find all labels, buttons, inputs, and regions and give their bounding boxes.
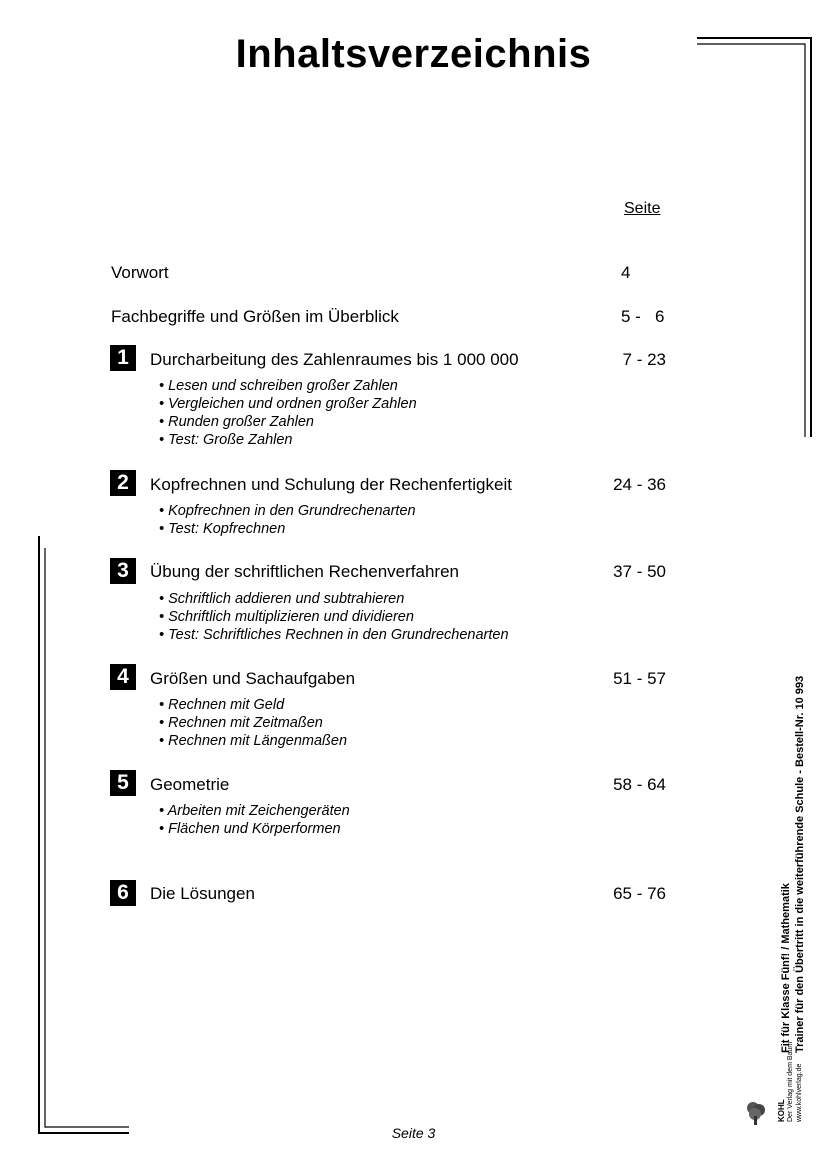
subtopic-item: • Rechnen mit Längenmaßen <box>159 733 348 749</box>
subtopic-item: • Test: Schriftliches Rechnen in den Grundrechenarten <box>159 627 509 643</box>
chapter-number-badge: 6 <box>110 880 136 906</box>
subtopic-item: • Test: Große Zahlen <box>159 432 293 448</box>
page-title: Inhaltsverzeichnis <box>235 32 592 76</box>
spine-text <box>779 658 807 1053</box>
toc-entry-fachbegriffe-pages: 5 - 6 <box>621 307 665 326</box>
spine-line-series: Fit für Klasse Fünf! / Mathematik <box>780 883 792 1053</box>
toc-entry-vorwort: Vorwort <box>111 263 169 282</box>
chapter-pages: 37 - 50 <box>613 562 666 581</box>
chapter-number-badge: 5 <box>110 770 136 796</box>
subtopic-item: • Runden großer Zahlen <box>159 414 314 430</box>
chapter-title: Geometrie <box>150 775 230 794</box>
subtopic-item: • Vergleichen und ordnen großer Zahlen <box>159 396 417 412</box>
publisher-brand: KOHL <box>777 1099 786 1122</box>
corner-frame-bottom-left <box>30 530 140 1140</box>
chapter-subtopics <box>159 502 416 538</box>
chapter-pages: 65 - 76 <box>613 884 666 903</box>
chapter-title: Größen und Sachaufgaben <box>150 669 356 688</box>
chapter-subtopics <box>159 696 347 750</box>
chapter-subtopics <box>159 377 417 449</box>
publisher-tree-logo-icon <box>745 1100 767 1126</box>
chapter-number-badge: 1 <box>110 345 136 371</box>
publisher-tagline: Der Verlag mit dem Baum <box>787 1041 794 1122</box>
publisher-logo-text <box>777 1042 804 1122</box>
chapter-title: Die Lösungen <box>150 884 255 903</box>
toc-entry-vorwort-pages: 4 <box>621 263 631 282</box>
subtopic-item: • Rechnen mit Geld <box>159 697 285 713</box>
subtopic-item: • Arbeiten mit Zeichengeräten <box>159 803 350 819</box>
chapter-pages: 58 - 64 <box>613 775 666 794</box>
chapter-pages: 24 - 36 <box>613 475 666 494</box>
toc-entry-fachbegriffe: Fachbegriffe und Größen im Überblick <box>111 307 399 326</box>
chapter-pages: 51 - 57 <box>613 669 666 688</box>
subtopic-item: • Test: Kopfrechnen <box>159 521 286 537</box>
subtopic-item: • Schriftlich addieren und subtrahieren <box>159 591 405 607</box>
spine-line-subtitle: Trainer für den Übertritt in die weiterführende Schule - Bestell-Nr. 10 993 <box>794 675 806 1053</box>
chapter-subtopics <box>159 590 509 644</box>
chapter-number-badge: 3 <box>110 558 136 584</box>
chapter-pages: 7 - 23 <box>622 350 666 369</box>
chapter-title: Übung der schriftlichen Rechenverfahren <box>150 562 460 581</box>
subtopic-item: • Kopfrechnen in den Grundrechenarten <box>159 503 416 519</box>
publisher-url: www.kohlverlag.de <box>796 1063 803 1122</box>
subtopic-item: • Lesen und schreiben großer Zahlen <box>159 378 398 394</box>
page-column-header: Seite <box>624 200 661 217</box>
chapter-title: Durcharbeitung des Zahlenraumes bis 1 000 000 <box>150 350 519 369</box>
page-footer: Seite 3 <box>391 1125 436 1141</box>
chapter-subtopics <box>159 802 350 838</box>
subtopic-item: • Schriftlich multiplizieren und dividieren <box>159 609 414 625</box>
subtopic-item: • Flächen und Körperformen <box>159 821 341 837</box>
subtopic-item: • Rechnen mit Zeitmaßen <box>159 715 323 731</box>
chapter-number-badge: 4 <box>110 664 136 690</box>
chapter-title: Kopfrechnen und Schulung der Rechenfertigkeit <box>150 475 512 494</box>
corner-frame-top-right <box>690 30 820 445</box>
chapter-number-badge: 2 <box>110 470 136 496</box>
